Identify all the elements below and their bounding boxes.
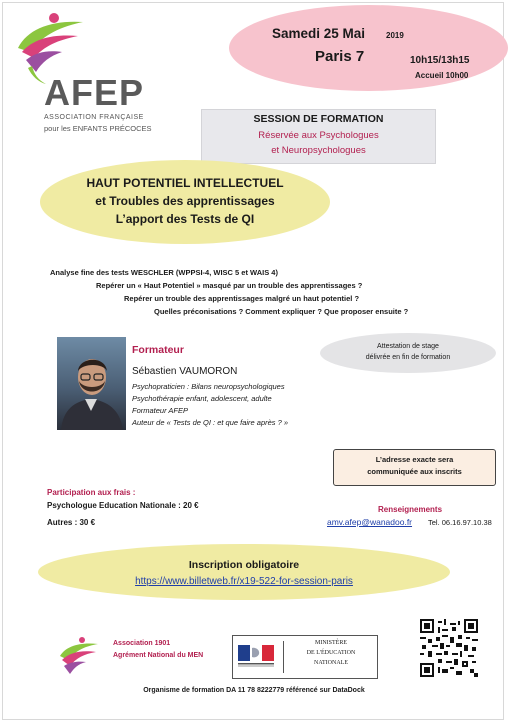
contact-email-link[interactable]: amv.afep@wanadoo.fr [327,517,413,527]
certificate-ellipse [320,333,496,373]
fee-line: Psychologue Education Nationale : 20 € [47,501,199,510]
trainer-photo [57,337,126,430]
qr-code-icon[interactable] [420,619,478,677]
trainer-role: Auteur de « Tests de QI : et que faire après ? » [132,418,289,427]
content-line: Repérer un « Haut Potentiel » masqué par un trouble des apprentissages ? [96,281,363,290]
marianne-flag-icon [238,645,274,667]
session-audience: Réservée aux Psychologues [258,130,379,141]
content-line: Analyse fine des tests WESCHLER (WPPSI-4, WISC 5 et WAIS 4) [50,268,278,277]
contact-heading: Renseignements [378,505,443,514]
logo-subtitle: ASSOCIATION FRANÇAISE [44,114,144,121]
ministry-name: MINISTÈRE [315,640,347,646]
address-note-text: L’adresse exacte sera [375,455,454,464]
trainer-heading: Formateur [132,344,184,356]
session-title: SESSION DE FORMATION [253,113,384,125]
topic-title: HAUT POTENTIEL INTELLECTUEL [86,176,284,190]
logo-subtitle: pour les ENFANTS PRÉCOCES [44,124,152,133]
topic-title: L’apport des Tests de QI [115,212,255,226]
association-agreement: Agrément National du MEN [113,652,204,659]
trainer-name: Sébastien VAUMORON [132,366,238,377]
address-note-text: communiquée aux inscrits [367,467,462,476]
association-status: Association 1901 [113,640,171,647]
ministry-divider [283,641,284,673]
content-line: Quelles préconisations ? Comment expliquer ? Que proposer ensuite ? [154,307,409,316]
event-city: Paris 7 [315,48,365,65]
ministry-name: DE L'ÉDUCATION [306,650,356,656]
trainer-role: Psychothérapie enfant, adolescent, adulte [132,394,272,403]
registration-link[interactable]: https://www.billetweb.fr/x19-522-for-session-paris [135,576,353,587]
trainer-role: Formateur AFEP [132,406,188,415]
fees-heading: Participation aux frais : [47,488,136,497]
organism-info: Organisme de formation DA 11 78 8222779 référencé sur DataDock [143,687,365,694]
event-welcome: Accueil 10h00 [415,71,469,80]
trainer-role: Psychopraticien : Bilans neuropsychologiques [132,382,285,391]
topic-title: et Troubles des apprentissages [95,194,275,208]
registration-ellipse [38,544,450,600]
portrait-icon [57,337,126,430]
event-date: Samedi 25 Mai [272,26,366,41]
content-line: Repérer un trouble des apprentissages malgré un haut potentiel ? [124,294,360,303]
afep-logo-word: AFEP [44,72,145,113]
fee-line: Autres : 30 € [47,518,96,527]
afep-small-logo-icon [56,636,100,678]
ministry-name: NATIONALE [314,660,348,666]
certificate-text: Attestation de stage [377,343,439,350]
certificate-text: délivrée en fin de formation [365,354,451,361]
event-time: 10h15/13h15 [410,55,470,66]
session-audience: et Neuropsychologues [271,145,366,156]
registration-title: Inscription obligatoire [188,559,300,571]
event-year: 2019 [386,31,404,40]
contact-phone: Tel. 06.16.97.10.38 [428,518,492,527]
